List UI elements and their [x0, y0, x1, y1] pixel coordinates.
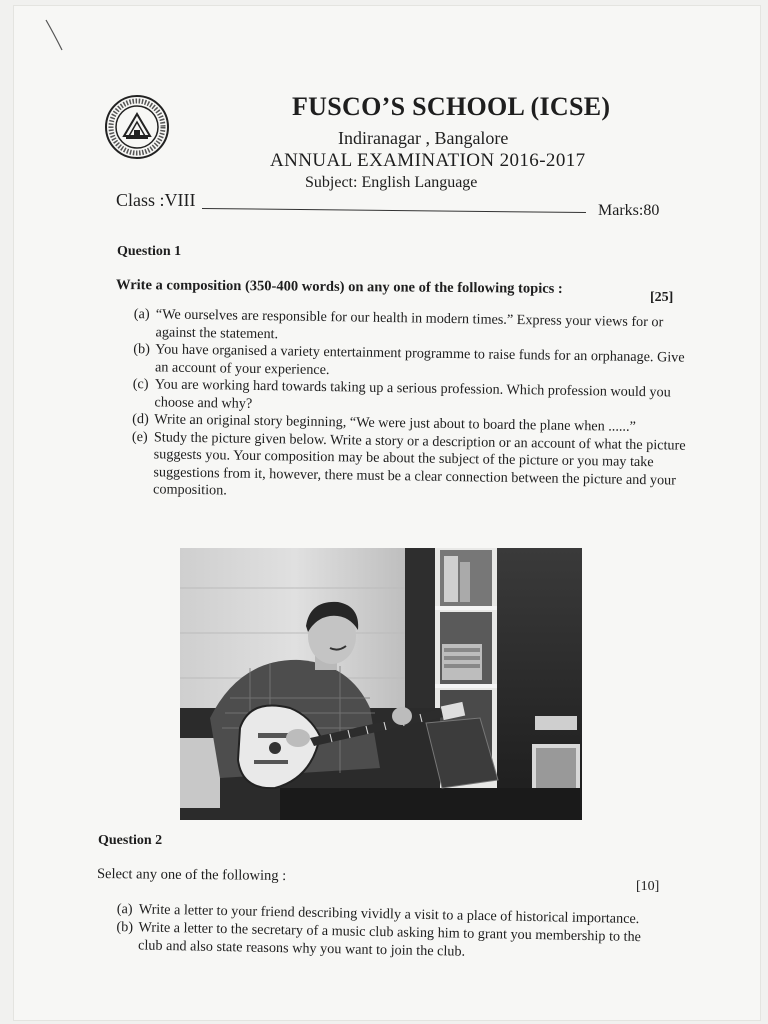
option-letter: (e): [131, 428, 148, 445]
school-address: Indiranagar , Bangalore: [338, 128, 509, 148]
option-letter: (a): [133, 306, 150, 323]
option-item: [131, 428, 692, 507]
option-text: “We ourselves are responsible for our health in modern times.” Express your views for or against the statement.: [155, 306, 664, 342]
pen-mark: [40, 16, 70, 56]
option-text: Write a letter to the secretary of a music club asking him to grant you membership to the club and also state reasons why you want to join the club.: [137, 919, 642, 960]
question-2-instruction: Select any one of the following :: [96, 866, 287, 884]
option-text: You have organised a variety entertainment programme to raise funds for an orphanage. Give an account of your experience.: [154, 341, 685, 378]
subject-line: Subject: English Language: [305, 174, 478, 191]
option-letter: (d): [132, 410, 149, 428]
total-marks: Marks:80: [598, 202, 660, 219]
question-2-options: [116, 900, 663, 964]
question-1-marks: [25]: [650, 290, 674, 305]
question-1-instruction: Write a composition (350-400 words) on any one of the following topics :: [115, 277, 563, 297]
school-seal-icon: [104, 94, 170, 160]
option-letter: (c): [132, 375, 149, 393]
question-1-heading: Question 1: [117, 244, 182, 259]
option-text: Write an original story beginning, “We were just about to board the plane when ......”: [154, 411, 636, 435]
photo-illustration: [180, 548, 582, 820]
option-text: You are working hard towards taking up a serious profession. Which profession would you choose and why?: [154, 376, 671, 412]
option-letter: (b): [116, 918, 134, 936]
question-1-options: [131, 306, 694, 507]
option-text: Write a letter to your friend describing vividly a visit to a place of historical importance.: [138, 901, 640, 928]
option-letter: (b): [133, 340, 150, 358]
school-name: FUSCO’S SCHOOL (ICSE): [292, 92, 611, 121]
class-label: Class :VIII: [116, 190, 196, 210]
exam-title: ANNUAL EXAMINATION 2016-2017: [270, 150, 586, 171]
option-letter: (a): [116, 900, 133, 918]
question-2-marks: [10]: [636, 879, 660, 894]
guitar-player-photo: [180, 548, 582, 820]
option-text: Study the picture given below. Write a story or a description or an account of what the picture suggests you. Your composition may be about the subject of the picture or you may take suggestions from it, however, there must be a clear connection between the picture and your composition.: [152, 428, 686, 499]
question-2-heading: Question 2: [98, 833, 163, 848]
